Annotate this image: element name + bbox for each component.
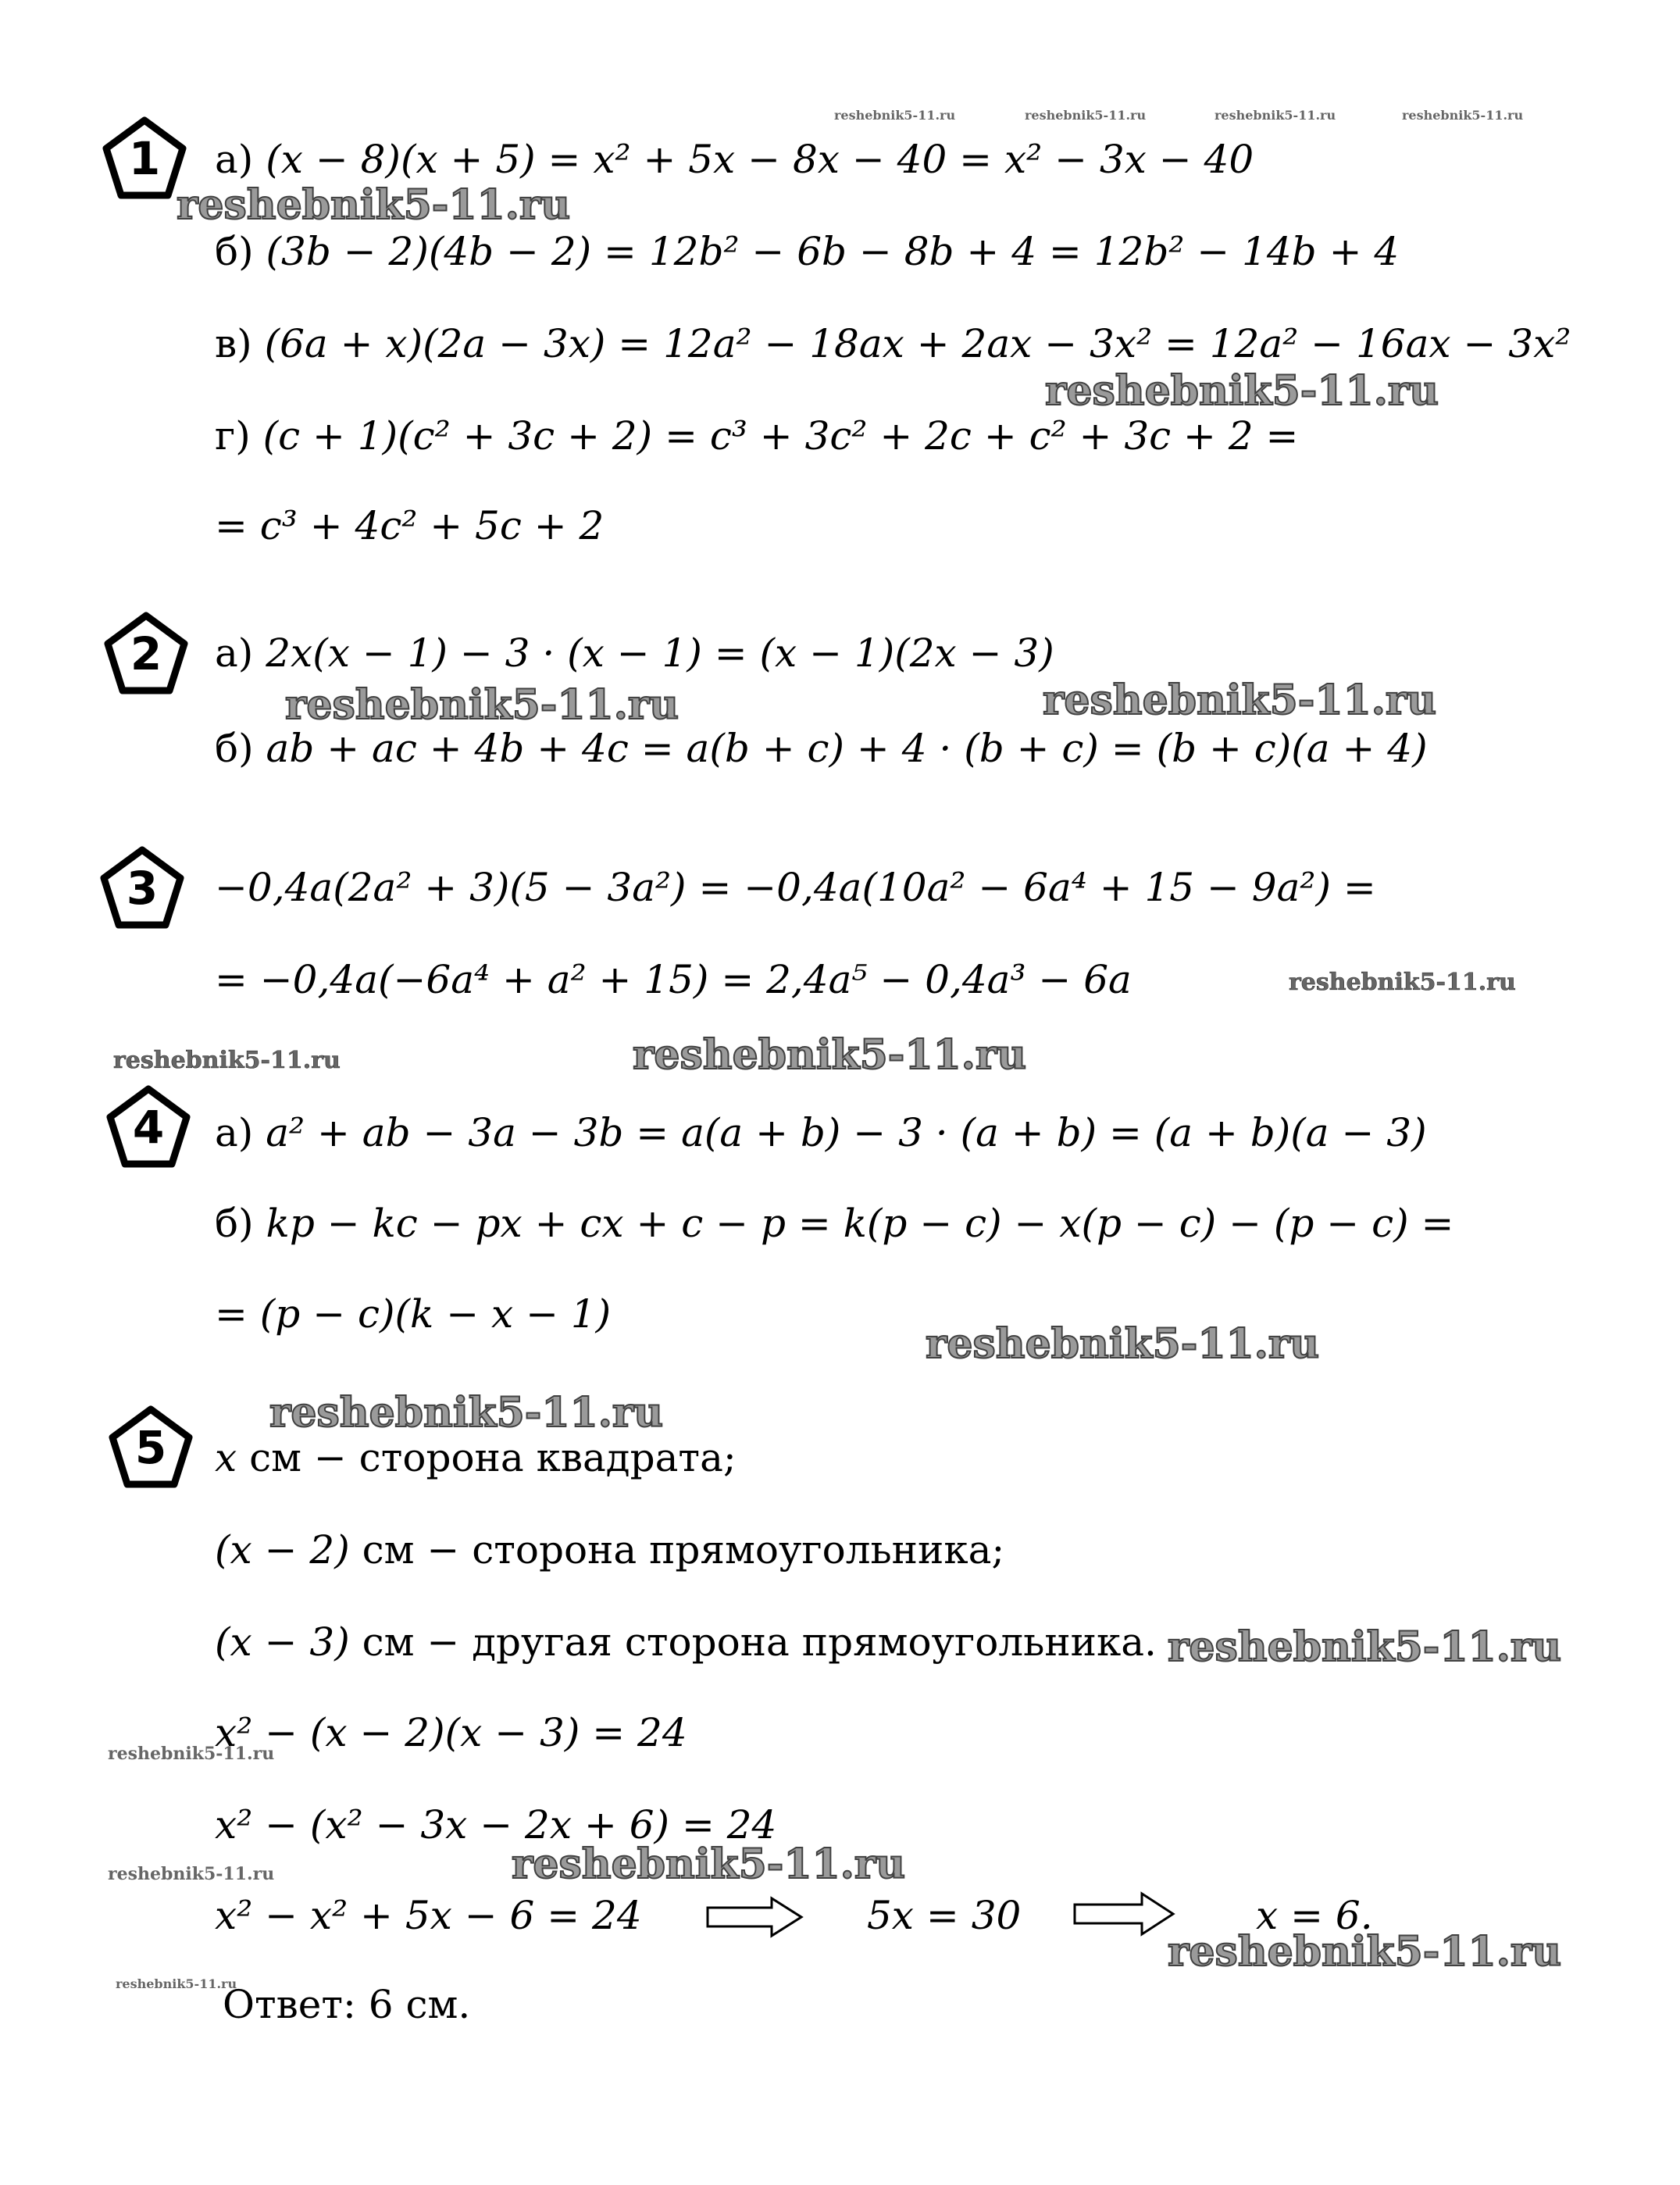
task-4a-expression: a² + ab − 3a − 3b = a(a + b) − 3 · (a + b) = (a + b)(a − 3) <box>266 1110 1427 1155</box>
task-5-equation-3-text: x² − x² + 5x − 6 = 24 <box>215 1893 642 1938</box>
task-5-line-1-var: x <box>215 1435 237 1480</box>
task-1-number: 1 <box>128 132 161 185</box>
watermark-top-2: reshebnik5-11.ru <box>1025 108 1147 123</box>
task-2a-expression: 2x(x − 1) − 3 · (x − 1) = (x − 1)(2x − 3) <box>266 630 1054 676</box>
task-1b <box>215 228 1399 275</box>
task-5-badge <box>108 1405 194 1491</box>
task-3-expression-2: = −0,4a(−6a⁴ + a² + 15) = 2,4a⁵ − 0,4a³ − 6a <box>215 957 1132 1002</box>
task-5-equation-2-text: x² − (x² − 3x − 2x + 6) = 24 <box>215 1802 777 1848</box>
task-3-expression-1: −0,4a(2a² + 3)(5 − 3a²) = −0,4a(10a² − 6a⁴ + 15 − 9a²) = <box>215 865 1376 910</box>
task-4b-expression: kp − kc − px + cx + c − p = k(p − c) − x(p − c) − (p − c) = <box>266 1201 1454 1246</box>
watermark-5: reshebnik5-11.ru <box>1289 969 1516 996</box>
task-1d-label: г) <box>215 413 251 459</box>
task-5-line-3-var: (x − 3) <box>215 1619 350 1665</box>
task-2b <box>215 725 1428 772</box>
task-2-badge <box>103 611 189 697</box>
task-3-line-1 <box>215 864 1376 911</box>
task-1d-continued <box>215 502 604 549</box>
watermark-top-1: reshebnik5-11.ru <box>834 108 956 123</box>
task-5-equation-1-text: x² − (x − 2)(x − 3) = 24 <box>215 1710 687 1755</box>
task-1d-expression-1: (c + 1)(c² + 3c + 2) = c³ + 3c² + 2c + c² + 3c + 2 = <box>262 413 1299 459</box>
task-2a-label: а) <box>215 630 254 676</box>
watermark-10: reshebnik5-11.ru <box>1168 1623 1562 1671</box>
task-5-line-1-text: см − сторона квадрата; <box>249 1435 737 1480</box>
task-1c-label: в) <box>215 321 252 366</box>
task-1a <box>215 136 1254 183</box>
task-4-number: 4 <box>132 1101 165 1154</box>
task-1d <box>215 412 1298 459</box>
task-4b <box>215 1200 1454 1247</box>
task-5-line-3 <box>215 1619 1157 1666</box>
task-5-equation-4-text: 5x = 30 <box>867 1893 1022 1938</box>
task-2a <box>215 630 1054 677</box>
task-1b-expression: (3b − 2)(4b − 2) = 12b² − 6b − 8b + 4 = 12b² − 14b + 4 <box>266 229 1400 274</box>
task-1c <box>215 320 1571 367</box>
watermark-4: reshebnik5-11.ru <box>1043 677 1437 724</box>
task-2b-expression: ab + ac + 4b + 4c = a(b + c) + 4 · (b + c) = (b + c)(a + 4) <box>266 726 1428 771</box>
watermark-14: reshebnik5-11.ru <box>1168 1928 1562 1976</box>
watermark-8: reshebnik5-11.ru <box>926 1320 1320 1368</box>
task-5-line-2-text: см − сторона прямоугольника; <box>362 1527 1005 1573</box>
task-4b-label: б) <box>215 1201 254 1246</box>
implies-arrow-icon <box>1072 1890 1177 1937</box>
task-1-badge <box>102 116 187 202</box>
task-4a-label: а) <box>215 1110 254 1155</box>
task-1a-expression: (x − 8)(x + 5) = x² + 5x − 8x − 40 = x² − 3x − 40 <box>266 137 1254 182</box>
watermark-15: reshebnik5-11.ru <box>116 1976 237 1991</box>
task-5-line-2 <box>215 1526 1004 1573</box>
task-5-number: 5 <box>134 1421 167 1474</box>
task-5-answer-text: Ответ: 6 см. <box>223 1982 471 2027</box>
task-3-line-2 <box>215 956 1132 1003</box>
watermark-top-3: reshebnik5-11.ru <box>1215 108 1336 123</box>
watermark-11: reshebnik5-11.ru <box>108 1744 275 1764</box>
watermark-12: reshebnik5-11.ru <box>108 1864 275 1884</box>
task-5-equation-3 <box>215 1892 642 1939</box>
task-2b-label: б) <box>215 726 254 771</box>
task-2-number: 2 <box>130 627 162 680</box>
task-1b-label: б) <box>215 229 254 274</box>
task-3-number: 3 <box>126 862 159 915</box>
task-5-equation-4 <box>867 1892 1021 1939</box>
task-5-line-2-var: (x − 2) <box>215 1527 350 1573</box>
watermark-6: reshebnik5-11.ru <box>113 1047 341 1074</box>
task-4-badge <box>105 1084 191 1170</box>
task-4b-expression-2: = (p − c)(k − x − 1) <box>215 1291 612 1337</box>
task-4b-continued <box>215 1291 611 1337</box>
task-1d-expression-2: = c³ + 4c² + 5c + 2 <box>215 503 605 548</box>
watermark-9: reshebnik5-11.ru <box>269 1389 664 1437</box>
task-5-equation-5-text: x = 6. <box>1256 1893 1373 1938</box>
implies-arrow-icon <box>704 1895 806 1939</box>
watermark-1: reshebnik5-11.ru <box>177 181 571 229</box>
task-1a-label: а) <box>215 137 254 182</box>
task-1c-expression: (6a + x)(2a − 3x) = 12a² − 18ax + 2ax − 3x² = 12a² − 16ax − 3x² <box>264 321 1571 366</box>
task-5-equation-1 <box>215 1709 687 1756</box>
task-3-badge <box>99 845 185 931</box>
task-4a <box>215 1109 1427 1156</box>
watermark-3: reshebnik5-11.ru <box>285 681 679 729</box>
watermark-7: reshebnik5-11.ru <box>633 1031 1027 1079</box>
watermark-2: reshebnik5-11.ru <box>1045 367 1439 415</box>
task-5-line-3-text: см − другая сторона прямоугольника. <box>362 1619 1157 1665</box>
task-5-line-1 <box>215 1434 737 1481</box>
watermark-top-4: reshebnik5-11.ru <box>1402 108 1524 123</box>
task-5-answer <box>223 1981 470 2028</box>
watermark-13: reshebnik5-11.ru <box>512 1840 906 1888</box>
